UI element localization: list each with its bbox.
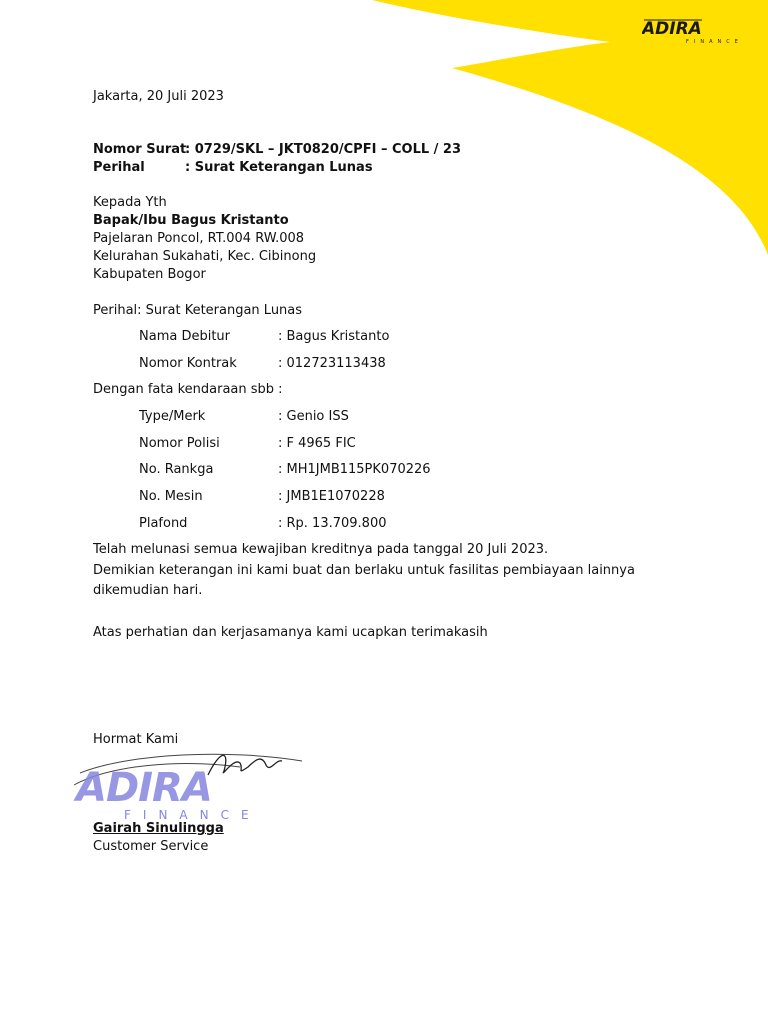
svg-text:FINANCE: FINANCE xyxy=(686,39,743,44)
company-stamp xyxy=(70,745,306,825)
vehicle-value: : F 4965 FIC xyxy=(278,436,356,451)
perihal-label: Perihal xyxy=(93,160,145,175)
vehicle-row xyxy=(139,515,539,533)
closing-line: Atas perhatian dan kerjasamanya kami ucapkan terimakasih xyxy=(93,625,488,640)
recipient-address-2: Kelurahan Sukahati, Kec. Cibinong xyxy=(93,249,317,264)
debtor-label: Nama Debitur xyxy=(139,329,231,344)
nomor-surat-value: : 0729/SKL – JKT0820/CPFI – COLL / 23 xyxy=(185,142,462,157)
vehicle-row xyxy=(139,461,539,479)
vehicle-value: : Genio ISS xyxy=(278,409,349,424)
nomor-surat-row xyxy=(93,141,543,159)
svg-text:ADIRA: ADIRA xyxy=(76,765,212,811)
signer-name: Gairah Sinulingga xyxy=(93,821,224,836)
perihal-row xyxy=(93,159,543,177)
perihal-value: : Surat Keterangan Lunas xyxy=(185,160,373,175)
vehicle-row xyxy=(139,435,539,453)
signer-title: Customer Service xyxy=(93,839,209,854)
body-paragraph-1: Telah melunasi semua kewajiban kreditnya pada tanggal 20 Juli 2023. xyxy=(93,542,549,557)
debtor-value: : Bagus Kristanto xyxy=(278,329,390,344)
nomor-surat-label: Nomor Surat xyxy=(93,142,187,157)
svg-text:ADIRA: ADIRA xyxy=(642,19,702,39)
body-paragraph-3: dikemudian hari. xyxy=(93,583,203,598)
hormat-kami: Hormat Kami xyxy=(93,732,179,747)
subject-line: Perihal: Surat Keterangan Lunas xyxy=(93,303,303,318)
recipient-name: Bapak/Ibu Bagus Kristanto xyxy=(93,213,289,228)
adira-finance-logo xyxy=(642,18,746,44)
vehicle-label: Type/Merk xyxy=(139,409,206,424)
body-paragraph-2: Demikian keterangan ini kami buat dan berlaku untuk fasilitas pembiayaan lainnya xyxy=(93,563,635,578)
recipient-address-1: Pajelaran Poncol, RT.004 RW.008 xyxy=(93,231,305,246)
vehicle-label: No. Mesin xyxy=(139,489,203,504)
svg-text:FINANCE: FINANCE xyxy=(124,808,261,822)
debtor-value: : 012723113438 xyxy=(278,356,386,371)
debtor-row xyxy=(139,328,539,346)
debtor-row xyxy=(139,355,539,373)
vehicle-label: Nomor Polisi xyxy=(139,436,220,451)
vehicle-value: : MH1JMB115PK070226 xyxy=(278,462,431,477)
vehicle-value: : JMB1E1070228 xyxy=(278,489,385,504)
place-date: Jakarta, 20 Juli 2023 xyxy=(93,89,224,104)
vehicle-intro: Dengan fata kendaraan sbb : xyxy=(93,382,283,397)
vehicle-value: : Rp. 13.709.800 xyxy=(278,516,387,531)
vehicle-label: No. Rankga xyxy=(139,462,214,477)
vehicle-row xyxy=(139,408,539,426)
kepada-yth: Kepada Yth xyxy=(93,195,167,210)
debtor-label: Nomor Kontrak xyxy=(139,356,237,371)
recipient-address-3: Kabupaten Bogor xyxy=(93,267,206,282)
vehicle-label: Plafond xyxy=(139,516,188,531)
vehicle-row xyxy=(139,488,539,506)
